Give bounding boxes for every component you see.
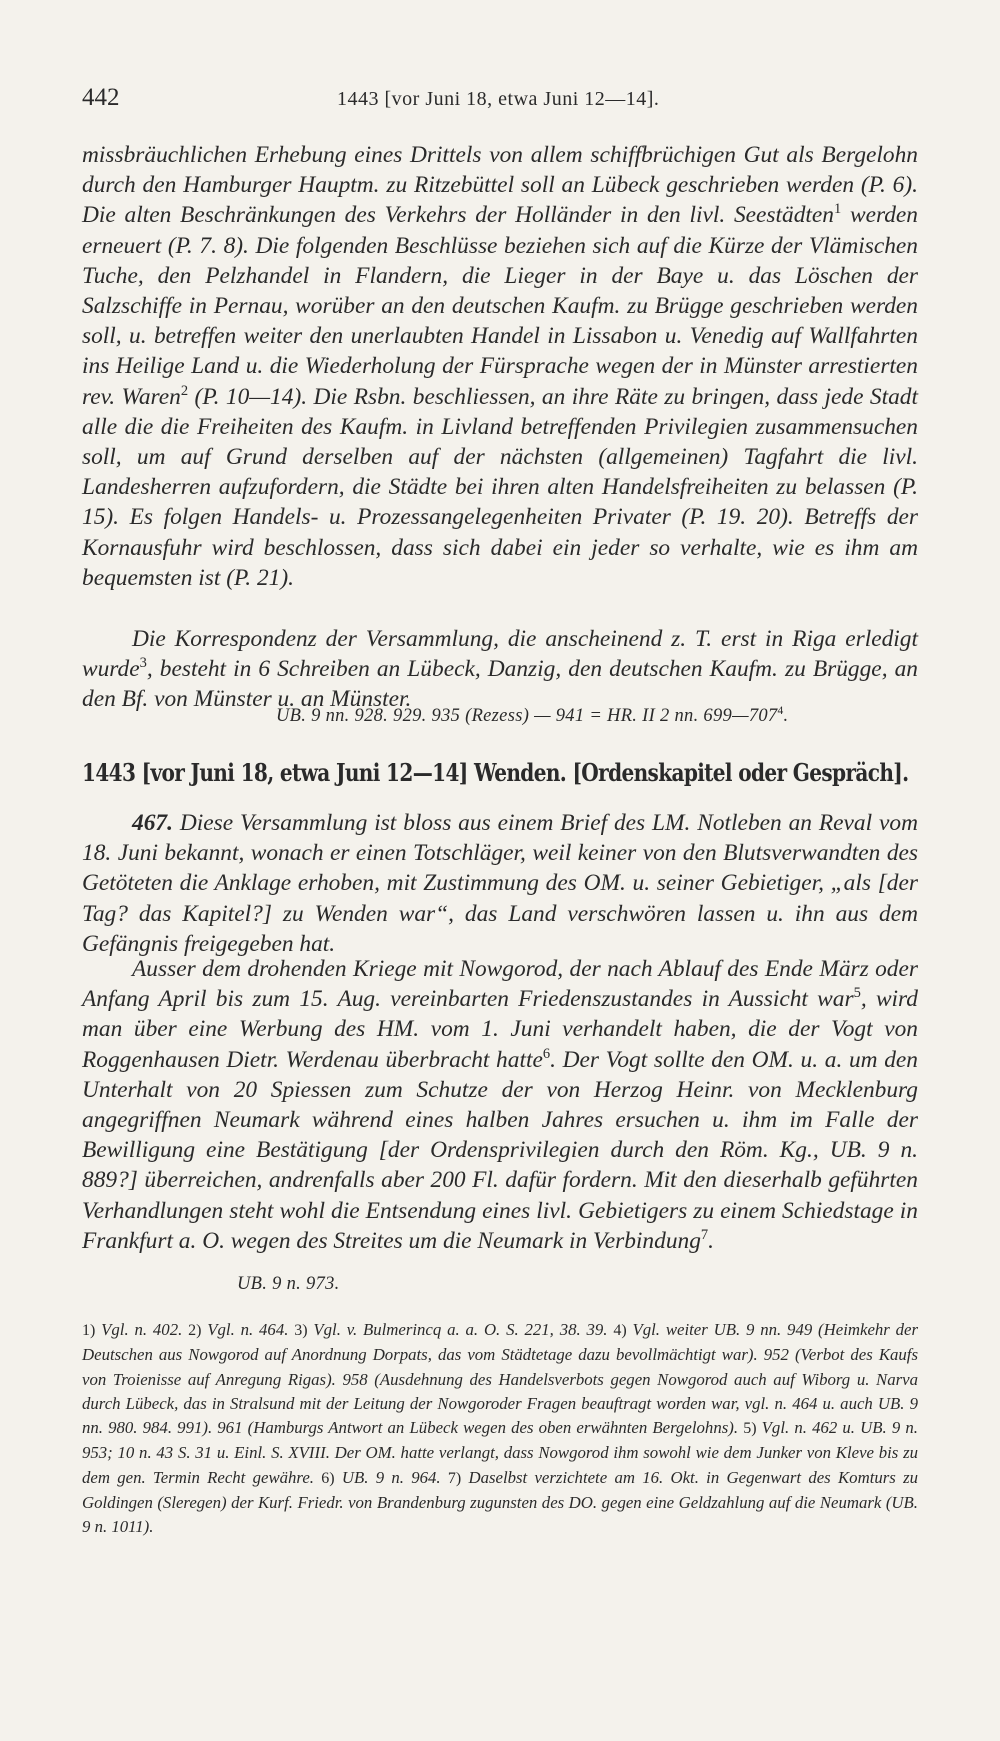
- paragraph-text: werden erneuert (P. 7. 8). Die folgenden Beschlüsse beziehen sich auf die Kürze der Vlämischen Tuche, den Pelzhandel in Flandern, die Lieger in der Baye u. das Löschen der Salzschiffe in Pernau, worüber an den deutschen Kaufm. zu Brügge geschrieben werden soll, u. betreffen weiter den unerlaubten Handel in Lissabon u. Venedig auf Wallfahrten ins Heilige Land u. die Wiederholung der Fürsprache wegen der in Münster arrestierten rev. Waren: [82, 202, 919, 410]
- footnote: [82, 1320, 188, 1339]
- footnote-mark: 5): [743, 1420, 757, 1438]
- paragraph-text: , besteht in 6 Schreiben an Lübeck, Danzig, den deutschen Kaufm. zu Brügge, an den Bf. von Münster u. an Münster.: [82, 656, 918, 713]
- footnote-text: Vgl. n. 462 u. UB. 9 n. 953; 10 n. 43 S. 31 u. Einl. S. XVIII. Der OM. hatte verlangt, dass Nowgorod ihm sowohl wie dem Junker von Kleve bis zu dem gen. Termin Recht gewähre.: [82, 1418, 918, 1487]
- footnote-mark: 1): [82, 1322, 96, 1339]
- footnote-ref: 4: [777, 704, 784, 717]
- footnote-ref: 5: [853, 985, 861, 1002]
- citation-end: .: [783, 706, 789, 726]
- footnote-mark: 7): [447, 1469, 462, 1487]
- footnote-mark: 3): [294, 1322, 308, 1339]
- footnote-text: UB. 9 n. 964.: [334, 1467, 448, 1487]
- running-title: 1443 [vor Juni 18, etwa Juni 12—14].: [337, 88, 660, 110]
- paragraph-text: Diese Versammlung ist bloss aus einem Brief des LM. Notleben an Reval vom 18. Juni bekannt, wonach er einen Totschläger, weil keiner von den Blutsverwandten des Getöteten die Anklage erhoben, mit Zustimmung des OM. u. seiner Gebietiger, „als [der Tag? das Kapitel?] zu Wenden war“, das Land verschwören lassen u. ihn aus dem Gefängnis freigegeben hat.: [82, 810, 918, 957]
- paragraph-text: Die Korrespondenz der Versammlung, die anscheinend z. T. erst in Riga erledigt wurde: [82, 626, 918, 683]
- page-header: [82, 84, 920, 124]
- body-paragraph-2: [82, 624, 918, 715]
- footnote-text: Vgl. v. Bulmerincq a. a. O. S. 221, 38. 39.: [307, 1320, 614, 1339]
- paragraph-text: .: [708, 1227, 715, 1254]
- paragraph-text: . Der Vogt sollte den OM. u. a. um den Unterhalt von 20 Spiessen zum Schutze der von Herzog Heinr. von Mecklenburg angegriffnen Neumark während eines halben Jahres ersuchen u. ihm im Falle der Bewilligung eine Bestätigung [der Ordensprivilegien durch den Röm. Kg., UB. 9 n. 889?] überreichen, andrenfalls aber 200 Fl. dafür fordern. Mit den dieserhalb geführten Verhandlungen steht wohl die Entsendung eines livl. Gebietigers zu einem Schiedstage in Frankfurt a. O. wegen des Streites um die Neumark in Verbindung: [82, 1046, 918, 1254]
- footnotes: [82, 1318, 918, 1540]
- paragraph-text: , wird man über eine Werbung des HM. vom 1. Juni verhandelt haben, die der Vogt von Roggenhausen Dietr. Werdenau überbracht hatte: [82, 986, 918, 1073]
- footnote-text: Vgl. n. 402.: [95, 1320, 189, 1339]
- paragraph-text: (P. 10—14). Die Rsbn. beschliessen, an ihre Räte zu bringen, dass jede Stadt alle die die Freiheiten des Kaufm. in Livland betreffenden Privilegien zusammensuchen soll, um auf Grund derselben auf der nächsten (allgemeinen) Tagfahrt die livl. Landesherren aufzufordern, die Städte bei ihren alten Handelsfreiheiten zu belassen (P. 15). Es folgen Handels- u. Prozessangelegenheiten Privater (P. 19. 20). Betreffs der Kornausfuhr wird beschlossen, dass sich dabei ein jeder so verhalte, wie es ihm am bequemsten ist (P. 21).: [82, 383, 918, 591]
- entry-paragraph-467: [82, 808, 918, 959]
- footnote-ref: 2: [180, 382, 189, 399]
- citation-text: UB. 9 nn. 928. 929. 935 (Rezess) — 941 = HR. II 2 nn. 699—707: [276, 706, 778, 726]
- body-paragraph-1: [82, 140, 918, 593]
- footnote-mark: 2): [188, 1322, 202, 1339]
- footnote: [294, 1320, 613, 1339]
- paragraph-text: Ausser dem drohenden Kriege mit Nowgorod, der nach Ablauf des Ende März oder Anfang April bis zum 15. Aug. vereinbarten Friedenszustandes in Aussicht war: [82, 956, 918, 1013]
- source-citation-2: UB. 9 n. 973.: [237, 1274, 340, 1294]
- footnote-text: Vgl. n. 464.: [201, 1320, 295, 1339]
- footnote-mark: 4): [613, 1322, 627, 1339]
- footnote-mark: 6): [321, 1469, 335, 1487]
- section-heading: 1443 [vor Juni 18, etwa Juni 12—14] Wenden. [Ordenskapitel oder Gespräch].: [82, 758, 909, 787]
- entry-number: 467.: [132, 810, 173, 836]
- footnote-text: Daselbst verzichtete am 16. Okt. in Gegenwart des Komturs zu Goldingen (Sleregen) der Kurf. Friedr. von Brandenburg zugunsten des DO. gegen eine Geldzahlung auf die Neumark (UB. 9 n. 1011).: [82, 1467, 918, 1537]
- source-citation-1: [276, 706, 788, 727]
- footnote-ref: 7: [700, 1227, 709, 1244]
- footnote: [321, 1468, 448, 1487]
- footnote: [188, 1320, 294, 1339]
- footnote-ref: 1: [834, 201, 842, 218]
- footnote-ref: 3: [139, 655, 147, 672]
- page-number: 442: [82, 84, 120, 111]
- footnote-text: Vgl. weiter UB. 9 nn. 949 (Heimkehr der Deutschen aus Nowgorod auf Anordnung Dorpats, das vom Städtetage dazu bevollmächtigt war). 952 (Verbot des Kaufs von Troienisse auf Anregung Rigas). 958 (Ausdehnung des Handelsverbots gegen Nowgorod auch auf Wiborg u. Narva durch Lübeck, das in Stralsund mit der Leitung der Nowgoroder Fragen beauftragt worden war, vgl. n. 464 u. auch UB. 9 nn. 980. 984. 991). 961 (Hamburgs Antwort an Lübeck wegen des oben erwähnten Bergelohns).: [82, 1320, 919, 1438]
- body-paragraph-4: [82, 954, 918, 1256]
- paragraph-text: missbräuchlichen Erhebung eines Drittels von allem schiffbrüchigen Gut als Bergelohn durch den Hamburger Hauptm. zu Ritzebüttel soll an Lübeck geschrieben werden (P. 6). Die alten Beschränkungen des Verkehrs der Holländer in den livl. Seestädten: [82, 142, 918, 229]
- footnote-ref: 6: [542, 1045, 551, 1062]
